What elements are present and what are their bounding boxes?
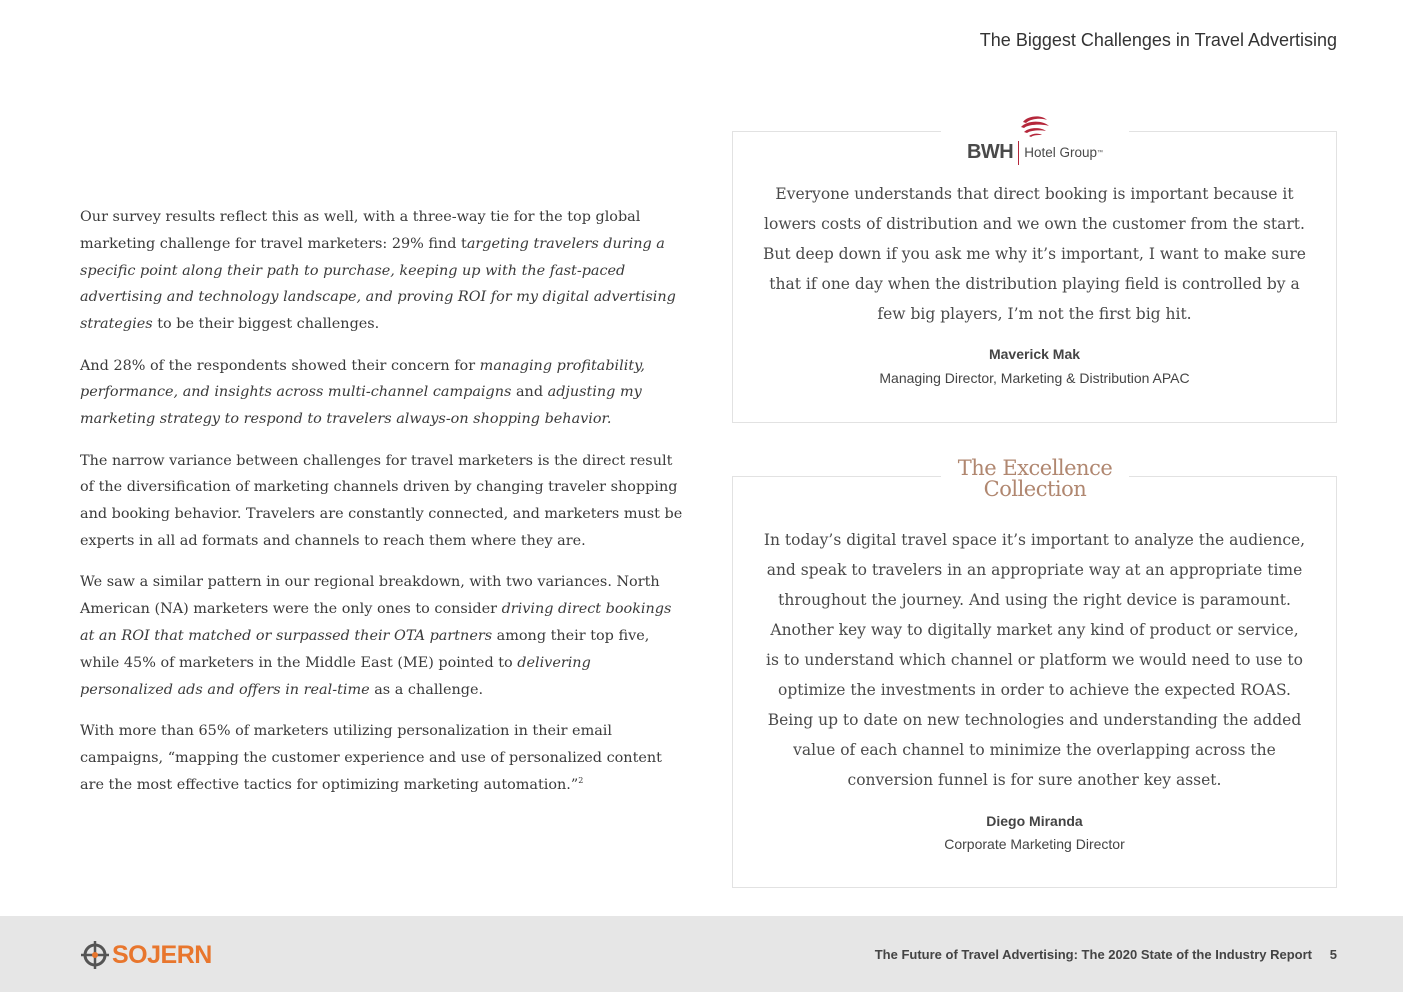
trademark: ™ (1097, 149, 1104, 156)
footer-report-title: The Future of Travel Advertising: The 2020 State of the Industry Report (874, 947, 1312, 962)
body-text (80, 204, 685, 813)
paragraph-5 (80, 718, 685, 798)
emphasis: adjusting my marketing strategy to respond to travelers always-on shopping behavior. (80, 384, 642, 428)
quote-author-role: Managing Director, Marketing & Distribution APAC (879, 370, 1190, 386)
text: and (511, 384, 548, 401)
page-header-title: The Biggest Challenges in Travel Advertising (979, 30, 1337, 50)
paragraph-2 (80, 353, 685, 433)
emphasis: driving direct bookings at an ROI that matched or surpassed their OTA partners (80, 601, 672, 644)
text: Our survey results reflect this as well, with a three-way tie for the top global marketing challenge for travel marketers: 29% find t (80, 209, 641, 252)
page-number: 5 (1329, 947, 1337, 962)
footnote-ref: 2 (578, 775, 584, 785)
emphasis: delivering personalized ads and offers in real-time (80, 654, 591, 698)
quote-card-excellence (732, 456, 1337, 888)
paragraph-3: The narrow variance between challenges for travel marketers is the direct result of the diversification of marketing channels driven by changing traveler shopping and booking behavior. Travelers are constantly connected, and marketers must be experts in all ad formats and channels to reach them where they are. (80, 452, 683, 549)
logo-divider (1018, 141, 1019, 165)
sojern-wordmark: SOJERN (112, 940, 212, 969)
feather-swirl-icon (1017, 114, 1053, 140)
quote-text: Everyone understands that direct booking is important because it lowers costs of distribution and we own the customer from the start. But deep down if you ask me why it’s important, I want to make sure that if one day when the distribution playing field is controlled by a few big players, I’m not the first big hit. (763, 185, 1306, 323)
sojern-logo (80, 940, 212, 970)
emphasis: managing profitability, performance, and insights across multi-channel campaigns (80, 357, 645, 401)
paragraph-1 (80, 204, 685, 338)
quote-author-name: Diego Miranda (986, 813, 1083, 829)
excellence-logo (941, 455, 1129, 503)
excellence-logo-line1: The Excellence (957, 456, 1113, 480)
bwh-logo (941, 110, 1129, 168)
text: to be their biggest challenges. (152, 316, 380, 333)
footer (0, 916, 1403, 992)
bwh-logo-name: BWH (966, 141, 1014, 163)
text: We saw a similar pattern in our regional breakdown, with two variances. North American (NA) marketers were the only ones to consider (80, 574, 660, 618)
excellence-logo-line2: Collection (983, 477, 1087, 501)
compass-icon (80, 940, 110, 970)
quote-author-name: Maverick Mak (988, 346, 1081, 362)
text: And 28% of the respondents showed their concern for (80, 357, 480, 374)
quote-card-bwh (732, 131, 1337, 423)
quote-text: In today’s digital travel space it’s important to analyze the audience, and speak to travelers in an appropriate way at an appropriate time throughout the journey. And using the right device is paramount. Another key way to digitally market any kind of product or service, is to understand which channel or platform we would need to use to optimize the investments in order to achieve the expected ROAS. Being up to date on new technologies and understanding the added value of each channel to minimize the overlapping across the conversion funnel is for sure another key asset. (763, 531, 1306, 789)
text: among their top five, while 45% of marketers in the Middle East (ME) pointed to (80, 627, 650, 671)
text: With more than 65% of marketers utilizing personalization in their email campaigns, “mapping the customer experience and use of personalized content are the most effective tactics for optimizing marketing automation.” (80, 722, 662, 793)
emphasis: argeting travelers during a specific point along their path to purchase, keeping up with the fast-paced advertising and technology landscape, and proving ROI for my digital advertising strategies (80, 235, 676, 333)
paragraph-4 (80, 569, 685, 703)
text: as a challenge. (369, 681, 484, 698)
bwh-logo-rest: Hotel Group (1024, 145, 1098, 160)
quote-author-role: Corporate Marketing Director (944, 836, 1125, 852)
